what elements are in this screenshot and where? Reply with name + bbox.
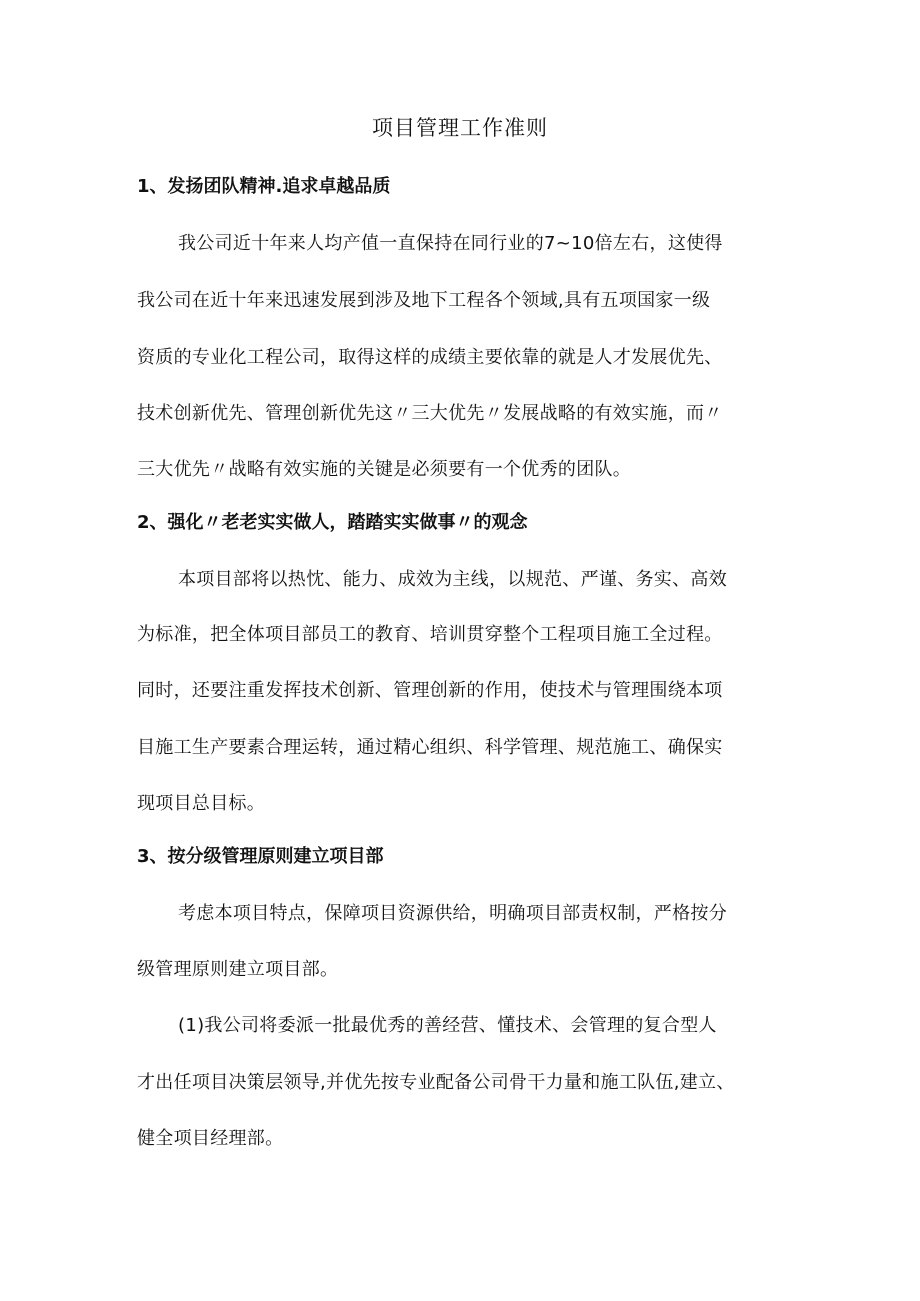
document-title: 项目管理工作准则	[372, 116, 548, 140]
paragraph-line: 才出任项目决策层领导,并优先按专业配备公司骨干力量和施工队伍,建立、	[137, 1072, 735, 1093]
paragraph-line: (1)我公司将委派一批最优秀的善经营、懂技术、会管理的复合型人	[178, 1015, 717, 1036]
paragraph-line: 为标准，把全体项目部员工的教育、培训贯穿整个工程项目施工全过程。	[137, 624, 723, 645]
paragraph-line: 资质的专业化工程公司，取得这样的成绩主要依靠的就是人才发展优先、	[137, 347, 723, 368]
paragraph-line: 技术创新优先、管理创新优先这〃三大优先〃发展战略的有效实施，而〃	[137, 403, 723, 424]
paragraph-line: 同时，还要注重发挥技术创新、管理创新的作用，使技术与管理围绕本项	[137, 680, 723, 701]
paragraph-line: 健全项目经理部。	[137, 1128, 284, 1149]
paragraph-line: 级管理原则建立项目部。	[137, 959, 339, 980]
paragraph-line: 本项目部将以热忱、能力、成效为主线，以规范、严谨、务实、高效	[178, 569, 727, 590]
paragraph-line: 考虑本项目特点，保障项目资源供给，明确项目部责权制，严格按分	[178, 903, 727, 924]
section-heading: 2、强化〃老老实实做人，踏踏实实做事〃的观念	[137, 512, 528, 533]
paragraph-line: 现项目总目标。	[137, 793, 266, 814]
paragraph-line: 三大优先〃战略有效实施的关键是必须要有一个优秀的团队。	[137, 459, 632, 480]
paragraph-line: 我公司在近十年来迅速发展到涉及地下工程各个领域,具有五项国家一级	[137, 290, 711, 311]
section-heading: 1、发扬团队精神.追求卓越品质	[137, 176, 391, 197]
paragraph-line: 目施工生产要素合理运转，通过精心组织、科学管理、规范施工、确保实	[137, 737, 723, 758]
paragraph-line: 我公司近十年来人均产值一直保持在同行业的7~10倍左右，这使得	[178, 233, 723, 254]
section-heading: 3、按分级管理原则建立项目部	[137, 846, 384, 867]
